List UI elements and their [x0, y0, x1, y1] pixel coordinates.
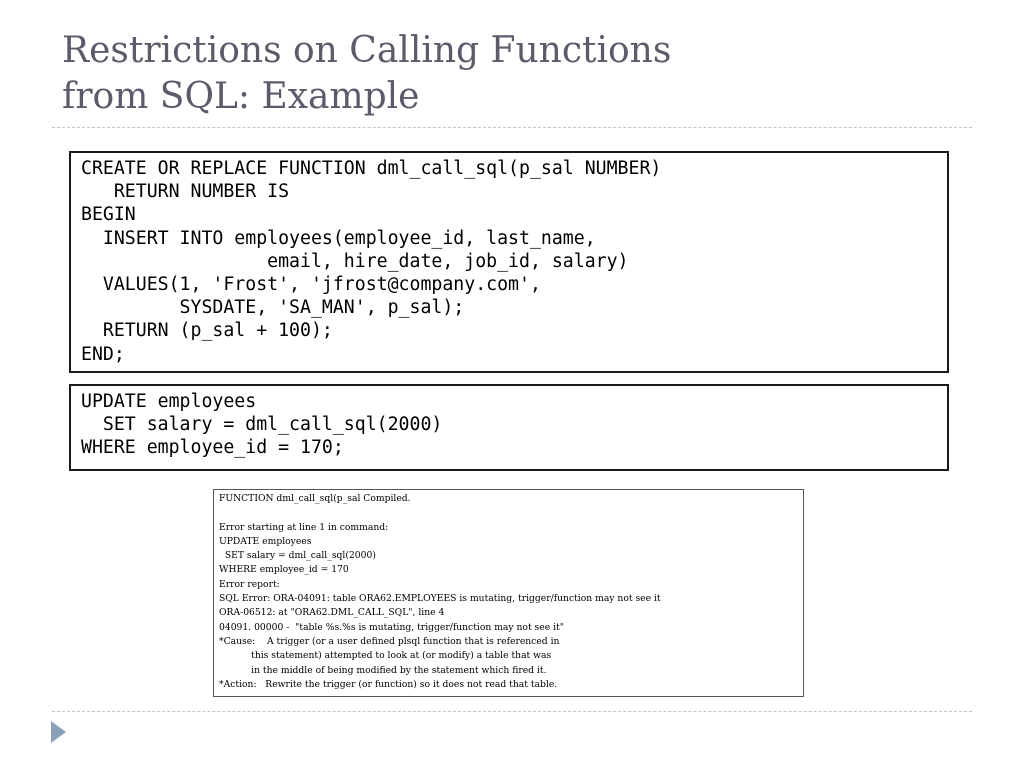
triangle-bullet-icon: [51, 721, 66, 743]
output-line: Error report:: [219, 578, 280, 590]
code-line: RETURN NUMBER IS: [81, 181, 290, 203]
code-line: BEGIN: [81, 204, 136, 226]
code-line: SET salary = dml_call_sql(2000): [81, 414, 443, 436]
output-line: SET salary = dml_call_sql(2000): [219, 550, 376, 562]
update-statement-code-block: [69, 384, 949, 471]
bottom-divider: [52, 711, 972, 712]
code-line: RETURN (p_sal + 100);: [81, 320, 333, 342]
output-line: *Action: Rewrite the trigger (or function) so it does not read that table.: [219, 678, 558, 690]
code-line: email, hire_date, job_id, salary): [81, 250, 629, 272]
code-line: INSERT INTO employees(employee_id, last_name,: [81, 227, 596, 249]
output-line: 04091. 00000 - "table %s.%s is mutating, trigger/function may not see it": [219, 621, 564, 633]
output-line: *Cause: A trigger (or a user defined plsql function that is referenced in: [219, 635, 560, 647]
output-line: [219, 506, 803, 520]
slide-title-line-2: from SQL: Example: [62, 76, 420, 117]
output-line: in the middle of being modified by the statement which fired it.: [219, 664, 547, 676]
slide-title-line-1: Restrictions on Calling Functions: [62, 30, 672, 71]
output-line: Error starting at line 1 in command:: [219, 521, 389, 533]
code-line: UPDATE employees: [81, 391, 257, 412]
output-line: UPDATE employees: [219, 535, 312, 547]
code-line: END;: [81, 343, 125, 365]
output-line: ORA-06512: at "ORA62.DML_CALL_SQL", line 4: [219, 607, 445, 619]
code-line: CREATE OR REPLACE FUNCTION dml_call_sql(p_sal NUMBER): [81, 158, 662, 179]
code-line: SYSDATE, 'SA_MAN', p_sal);: [81, 297, 465, 319]
slide-title: [62, 28, 962, 120]
output-line: this statement) attempted to look at (or modify) a table that was: [219, 650, 552, 662]
code-line: WHERE employee_id = 170;: [81, 437, 344, 459]
code-line: VALUES(1, 'Frost', 'jfrost@company.com',: [81, 274, 541, 296]
output-line: SQL Error: ORA-04091: table ORA62.EMPLOYEES is mutating, trigger/function may not see it: [219, 593, 661, 605]
top-divider: [52, 127, 972, 128]
error-output-panel: [213, 489, 804, 697]
output-line: WHERE employee_id = 170: [219, 564, 349, 576]
output-line: FUNCTION dml_call_sql(p_sal Compiled.: [219, 493, 411, 504]
create-function-code-block: [69, 151, 949, 373]
